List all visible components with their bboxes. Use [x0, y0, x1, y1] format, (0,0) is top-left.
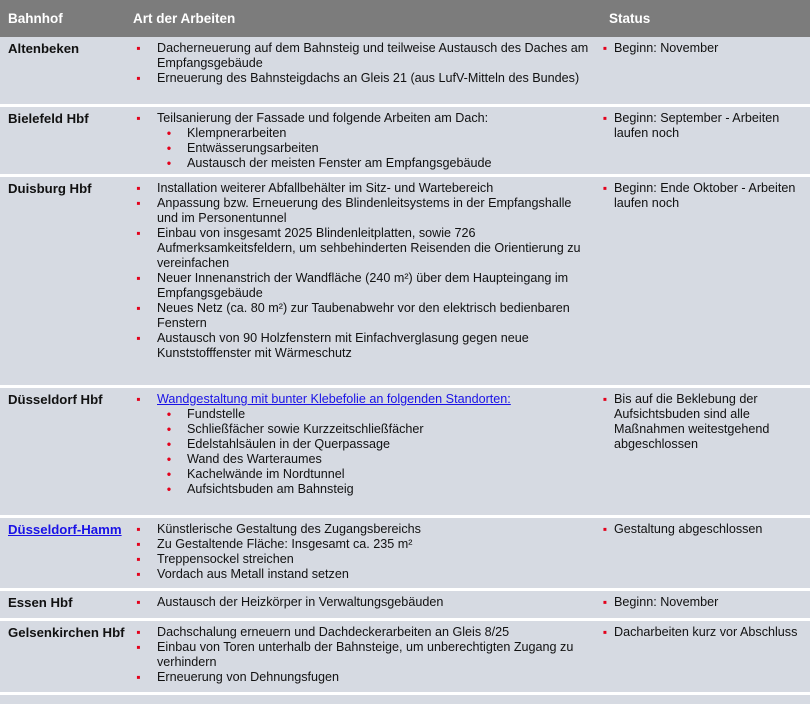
work-item — [126, 537, 598, 552]
bullet-icon: ▪ — [602, 392, 608, 406]
station-name: Essen Hbf — [8, 595, 73, 610]
sub-item — [126, 467, 598, 482]
station-cell — [0, 37, 126, 104]
station-cell — [0, 621, 126, 692]
sub-item-text: Edelstahlsäulen in der Querpassage — [187, 437, 391, 451]
bullet-icon: ▪ — [136, 271, 141, 285]
bullet-icon: ▪ — [136, 301, 141, 315]
work-item-text: Einbau von Toren unterhalb der Bahnsteige, um unberechtigten Zugang zu verhindern — [157, 640, 574, 669]
bullet-icon: ▪ — [602, 625, 608, 639]
bullet-icon: • — [166, 422, 172, 436]
work-item-text: Treppensockel streichen — [157, 552, 294, 566]
works-cell — [126, 388, 598, 515]
bullet-icon: ▪ — [136, 196, 141, 210]
table-row — [0, 518, 810, 591]
work-item-text: Anpassung bzw. Erneuerung des Blindenleitsystems in der Empfangshalle und im Personentunnel — [157, 196, 572, 225]
table-row — [0, 621, 810, 695]
table-header — [0, 0, 810, 37]
status-item — [598, 522, 806, 537]
bullet-icon: • — [166, 156, 172, 170]
station-name: Gelsenkirchen Hbf — [8, 625, 125, 640]
sub-item — [126, 126, 598, 141]
station-cell — [0, 518, 126, 588]
station-cell — [0, 591, 126, 618]
works-cell — [126, 177, 598, 385]
status-cell — [598, 177, 810, 385]
sub-item-text: Kachelwände im Nordtunnel — [187, 467, 345, 481]
sub-item — [126, 141, 598, 156]
work-item-text: Austausch der Heizkörper in Verwaltungsgebäuden — [157, 595, 444, 609]
status-text: Beginn: November — [614, 41, 719, 55]
work-item-text: Künstlerische Gestaltung des Zugangsbereichs — [157, 522, 421, 536]
bullet-icon: ▪ — [136, 41, 141, 55]
sub-item — [126, 422, 598, 437]
work-item-text: Austausch von 90 Holzfenstern mit Einfachverglasung gegen neue Kunststofffenster mit Wärmeschutz — [157, 331, 529, 360]
work-item-text: Vordach aus Metall instand setzen — [157, 567, 349, 581]
status-cell — [598, 518, 810, 588]
work-item — [126, 392, 598, 407]
status-cell — [598, 37, 810, 104]
bullet-icon: • — [166, 437, 172, 451]
works-cell — [126, 518, 598, 588]
sub-item — [126, 156, 598, 171]
sub-item — [126, 452, 598, 467]
bullet-icon: ▪ — [136, 181, 141, 195]
work-item — [126, 41, 598, 71]
bullet-icon: ▪ — [136, 522, 141, 536]
works-cell — [126, 107, 598, 174]
station-name: Altenbeken — [8, 41, 80, 56]
status-item — [598, 625, 806, 640]
sub-item — [126, 437, 598, 452]
bullet-icon: ▪ — [602, 522, 608, 536]
table-row — [0, 107, 810, 177]
header-status: Status — [609, 11, 651, 26]
bullet-icon: • — [166, 482, 172, 496]
status-text: Beginn: November — [614, 595, 719, 609]
bullet-icon: ▪ — [136, 226, 141, 240]
sub-item-text: Schließfächer sowie Kurzzeitschließfächer — [187, 422, 424, 436]
bullet-icon: • — [166, 407, 172, 421]
status-cell — [598, 621, 810, 692]
bullet-icon: ▪ — [602, 41, 608, 55]
sub-item-text: Wand des Warteraumes — [187, 452, 322, 466]
station-name: Bielefeld Hbf — [8, 111, 89, 126]
station-cell — [0, 177, 126, 385]
bullet-icon: ▪ — [136, 595, 141, 609]
sub-item-text: Entwässerungsarbeiten — [187, 141, 319, 155]
bullet-icon: ▪ — [602, 181, 608, 195]
bullet-icon: ▪ — [602, 111, 608, 125]
status-text: Bis auf die Beklebung der Aufsichtsbuden sind alle Maßnahmen weitestgehend abgeschlossen — [614, 392, 770, 451]
station-link[interactable]: Düsseldorf-Hamm — [8, 522, 122, 537]
work-item-text: Dacherneuerung auf dem Bahnsteig und teilweise Austausch des Daches am Empfangsgebäude — [157, 41, 589, 70]
work-item — [126, 625, 598, 640]
work-item-text: Erneuerung von Dehnungsfugen — [157, 670, 340, 684]
bullet-icon: • — [166, 452, 172, 466]
work-item — [126, 522, 598, 537]
work-item — [126, 71, 598, 86]
status-cell — [598, 388, 810, 515]
table-footer-strip — [0, 695, 810, 704]
works-cell — [126, 591, 598, 618]
work-item — [126, 111, 598, 126]
bullet-icon: • — [166, 126, 172, 140]
table-body — [0, 37, 810, 695]
bullet-icon: ▪ — [136, 111, 141, 125]
bullet-icon: ▪ — [136, 552, 141, 566]
station-name: Düsseldorf Hbf — [8, 392, 103, 407]
work-item — [126, 552, 598, 567]
work-item — [126, 301, 598, 331]
table-row — [0, 388, 810, 518]
header-station: Bahnhof — [8, 11, 63, 26]
header-works: Art der Arbeiten — [133, 11, 236, 26]
bullet-icon: ▪ — [136, 670, 141, 684]
work-item — [126, 271, 598, 301]
status-text: Beginn: September - Arbeiten laufen noch — [614, 111, 780, 140]
sub-item-text: Fundstelle — [187, 407, 246, 421]
bullet-icon: ▪ — [136, 331, 141, 345]
works-cell — [126, 37, 598, 104]
works-cell — [126, 621, 598, 692]
sub-item-text: Aufsichtsbuden am Bahnsteig — [187, 482, 354, 496]
status-text: Beginn: Ende Oktober - Arbeiten laufen noch — [614, 181, 796, 210]
status-text: Dacharbeiten kurz vor Abschluss — [614, 625, 798, 639]
work-item-text: Neues Netz (ca. 80 m²) zur Taubenabwehr vor den elektrisch bedienbaren Fenstern — [157, 301, 570, 330]
status-cell — [598, 591, 810, 618]
status-item — [598, 392, 806, 452]
sub-item-text: Austausch der meisten Fenster am Empfangsgebäude — [187, 156, 492, 170]
work-item — [126, 640, 598, 670]
bullet-icon: • — [166, 467, 172, 481]
bullet-icon: ▪ — [136, 567, 141, 581]
station-cell — [0, 107, 126, 174]
work-item-link[interactable]: Wandgestaltung mit bunter Klebefolie an folgenden Standorten: — [157, 392, 511, 406]
work-item — [126, 226, 598, 271]
bullet-icon: ▪ — [136, 71, 141, 85]
work-item-text: Teilsanierung der Fassade und folgende Arbeiten am Dach: — [157, 111, 489, 125]
station-name: Duisburg Hbf — [8, 181, 92, 196]
work-item-text: Dachschalung erneuern und Dachdeckerarbeiten an Gleis 8/25 — [157, 625, 510, 639]
bullet-icon: • — [166, 141, 172, 155]
status-item — [598, 181, 806, 211]
table-row — [0, 177, 810, 388]
table-row — [0, 591, 810, 621]
sub-item-text: Klempnerarbeiten — [187, 126, 287, 140]
status-cell — [598, 107, 810, 174]
station-cell — [0, 388, 126, 515]
bullet-icon: ▪ — [136, 392, 141, 406]
bullet-icon: ▪ — [136, 625, 141, 639]
status-item — [598, 595, 806, 610]
work-item-text: Neuer Innenanstrich der Wandfläche (240 m²) über dem Haupteingang im Empfangsgebäude — [157, 271, 569, 300]
status-text: Gestaltung abgeschlossen — [614, 522, 763, 536]
sub-item — [126, 482, 598, 497]
bullet-icon: ▪ — [136, 537, 141, 551]
work-item — [126, 331, 598, 361]
bullet-icon: ▪ — [602, 595, 608, 609]
work-item — [126, 670, 598, 685]
work-item — [126, 181, 598, 196]
work-item — [126, 567, 598, 582]
work-item — [126, 595, 598, 610]
table-row — [0, 37, 810, 107]
work-item-text: Einbau von insgesamt 2025 Blindenleitplatten, sowie 726 Aufmerksamkeitsfeldern, um sehbehinderten Reisenden die Orientierung zu vereinfachen — [157, 226, 581, 270]
work-item-text: Installation weiterer Abfallbehälter im Sitz- und Wartebereich — [157, 181, 494, 195]
work-item — [126, 196, 598, 226]
status-item — [598, 41, 806, 56]
bullet-icon: ▪ — [136, 640, 141, 654]
work-item-text: Zu Gestaltende Fläche: Insgesamt ca. 235 m² — [157, 537, 413, 551]
status-item — [598, 111, 806, 141]
work-item-text: Erneuerung des Bahnsteigdachs an Gleis 21 (aus LufV-Mitteln des Bundes) — [157, 71, 580, 85]
sub-item — [126, 407, 598, 422]
